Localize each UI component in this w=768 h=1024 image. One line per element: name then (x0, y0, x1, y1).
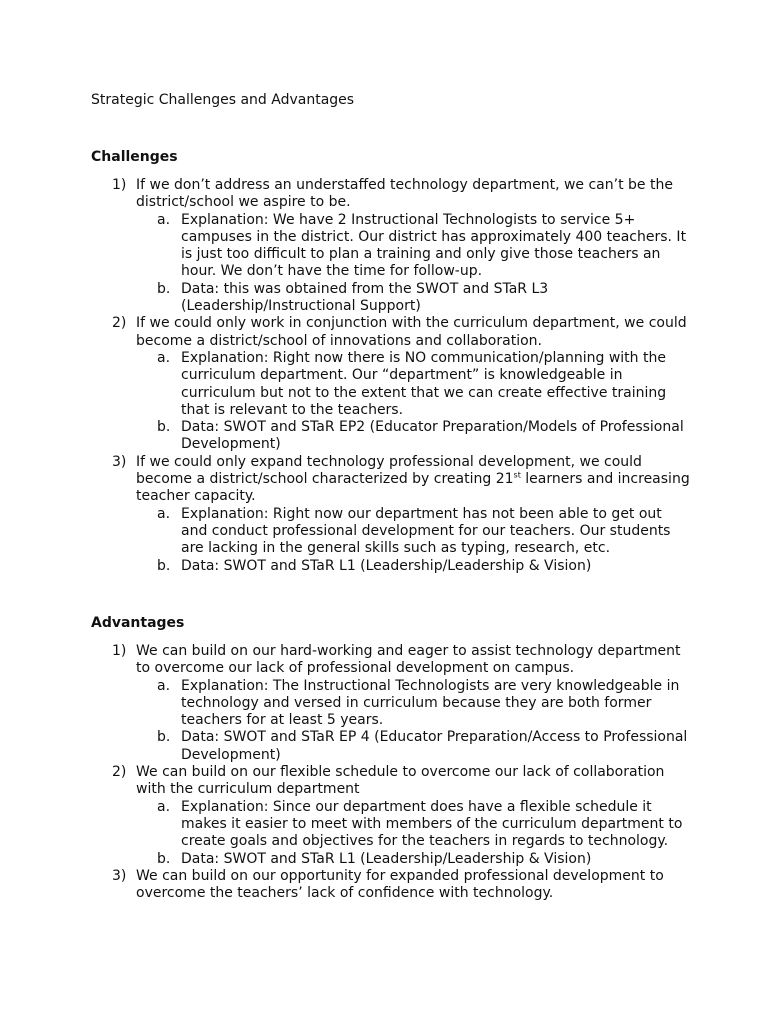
sub-item-a (0, 350, 768, 419)
item-number: 1) (112, 177, 127, 193)
item-text: If we could only work in conjunction with the curriculum department, we could become a district/school of innovations and collaboration. (136, 315, 687, 349)
sub-item-a (0, 678, 768, 730)
advantage-item-3 (0, 868, 768, 903)
sub-item-letter: b. (157, 419, 171, 436)
sub-item-a (0, 799, 768, 851)
item-number: 3) (112, 453, 127, 470)
challenges-list (0, 177, 768, 575)
advantage-item-1 (0, 643, 768, 764)
sub-item-letter: a. (157, 505, 171, 522)
advantages-list (0, 643, 768, 902)
sub-item-text: Explanation: We have 2 Instructional Technologists to service 5+ campuses in the district. Our district has approximately 400 teachers. It is just too difficult to plan a training and only give those teachers an hour. We don’t have the time for follow-up. (181, 211, 687, 280)
document-title: Strategic Challenges and Advantages (91, 92, 355, 108)
item-text (136, 454, 696, 506)
advantage-item-2 (0, 764, 768, 868)
challenge-item-2 (0, 315, 768, 453)
sub-item-letter: a. (157, 677, 171, 694)
sub-item-letter: a. (157, 798, 171, 815)
item-number: 3) (112, 867, 127, 884)
sub-item-letter: a. (157, 211, 171, 228)
sub-item-b (0, 851, 768, 868)
advantages-heading: Advantages (91, 615, 185, 631)
sub-item-text: Data: SWOT and STaR EP 4 (Educator Preparation/Access to Professional Development) (181, 729, 688, 763)
item-number: 2) (112, 764, 127, 781)
item-number: 1) (112, 643, 127, 659)
item-text-start: If we could only expand technology professional development, we could become a district/school characterized by creating 21 (136, 453, 642, 488)
item-text: We can build on our opportunity for expanded professional development to overcome the teachers’ lack of confidence with technology. (136, 867, 664, 902)
item-text: If we don’t address an understaffed technology department, we can’t be the district/school we aspire to be. (136, 177, 673, 211)
sub-item-letter: b. (157, 729, 171, 746)
item-number: 2) (112, 315, 127, 332)
sub-item-text: Explanation: Right now there is NO communication/planning with the curriculum department. Our “department” is knowledgeable in curriculum but not to the extent that we can create effective training that is relevant to the teachers. (181, 349, 667, 418)
sub-item-b (0, 558, 768, 575)
ordinal-suffix: st (513, 470, 521, 480)
challenge-item-3 (0, 454, 768, 575)
sub-item-letter: b. (157, 557, 171, 574)
challenge-item-1 (0, 177, 768, 315)
sub-item-text: Data: SWOT and STaR L1 (Leadership/Leadership & Vision) (181, 557, 592, 574)
sub-item-text: Explanation: The Instructional Technologists are very knowledgeable in technology and versed in curriculum because they are both former teachers for at least 5 years. (181, 677, 680, 729)
sub-item-text: Data: SWOT and STaR L1 (Leadership/Leadership & Vision) (181, 850, 592, 867)
sub-item-b (0, 419, 768, 454)
sub-item-a (0, 212, 768, 281)
sub-item-text: Explanation: Since our department does have a flexible schedule it makes it easier to meet with members of the curriculum department to create goals and objectives for the teachers in regards to technology. (181, 798, 683, 850)
sub-item-a (0, 506, 768, 558)
sub-item-letter: a. (157, 349, 171, 366)
sub-item-text: Data: SWOT and STaR EP2 (Educator Preparation/Models of Professional Development) (181, 419, 684, 453)
challenges-heading: Challenges (91, 149, 178, 165)
item-text: We can build on our hard-working and eager to assist technology department to overcome our lack of professional development on campus. (136, 643, 681, 677)
sub-item-text: Data: this was obtained from the SWOT and STaR L3 (Leadership/Instructional Support) (181, 280, 549, 315)
item-text: We can build on our flexible schedule to overcome our lack of collaboration with the curriculum department (136, 764, 665, 798)
sub-item-letter: b. (157, 850, 171, 867)
sub-item-b (0, 281, 768, 316)
sub-item-text: Explanation: Right now our department has not been able to get out and conduct professional development for our teachers. Our students are lacking in the general skills such as typing, research, etc. (181, 505, 671, 557)
sub-item-letter: b. (157, 280, 171, 297)
sub-item-b (0, 729, 768, 764)
item-text-end: learners and increasing teacher capacity. (136, 471, 690, 505)
